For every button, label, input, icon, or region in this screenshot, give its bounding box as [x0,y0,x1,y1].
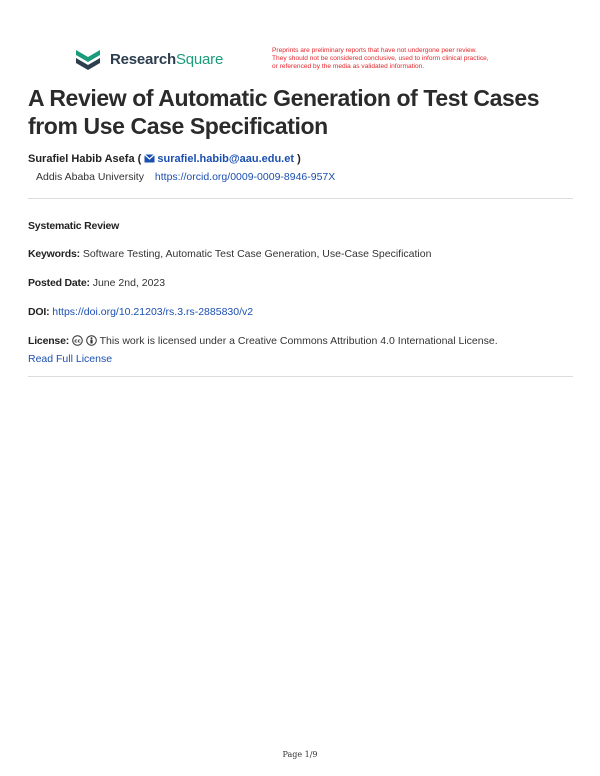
creative-commons-icon [72,335,83,346]
orcid-link[interactable]: https://orcid.org/0009-0009-8946-957X [154,171,336,183]
research-square-logo-icon [74,48,102,70]
page-number: Page 1/9 [282,750,318,759]
svg-text:cc: cc [74,338,81,345]
notice-line-3: or referenced by the media as validated information. [272,63,425,70]
affiliation: Addis Ababa University [36,171,144,183]
notice-line-2: They should not be considered conclusive, used to inform clinical practice, [272,55,489,62]
paper-title: A Review of Automatic Generation of Test Cases from Use Case Specification [28,85,540,139]
posted-date-label: Posted Date: [28,277,90,289]
divider-top [28,198,573,199]
brand-name [110,51,223,68]
attribution-icon [86,335,97,346]
article-type-label: Systematic Review [28,220,120,232]
open-paren: ( [137,153,142,165]
doi-row [28,306,253,318]
article-type [28,220,119,232]
posted-date-value: June 2nd, 2023 [92,277,166,289]
doi-label: DOI: [28,306,50,318]
close-paren: ) [297,153,301,165]
brand-secondary: Square [175,50,224,68]
affiliation-line [36,171,335,183]
keywords-label: Keywords: [28,248,80,260]
author-line [28,153,301,165]
preprint-notice [272,47,542,71]
envelope-icon [144,154,155,163]
brand-primary: Research [110,50,176,68]
doi-link[interactable]: https://doi.org/10.21203/rs.3.rs-2885830/v2 [52,306,254,318]
author-name: Surafiel Habib Asefa [28,153,135,165]
keywords-row [28,248,431,260]
notice-line-1: Preprints are preliminary reports that have not undergone peer review. [272,47,477,54]
author-email-link[interactable]: surafiel.habib@aau.edu.et [157,153,295,165]
read-license-row [28,353,112,365]
license-text: This work is licensed under a Creative Commons Attribution 4.0 International License. [99,335,498,347]
read-full-license-link[interactable]: Read Full License [28,353,113,365]
posted-date-row [28,277,165,289]
license-row [28,335,498,347]
license-label: License: [28,335,69,347]
divider-bottom [28,376,573,377]
research-square-logo[interactable] [74,48,223,70]
keywords-value: Software Testing, Automatic Test Case Generation, Use-Case Specification [82,248,432,260]
